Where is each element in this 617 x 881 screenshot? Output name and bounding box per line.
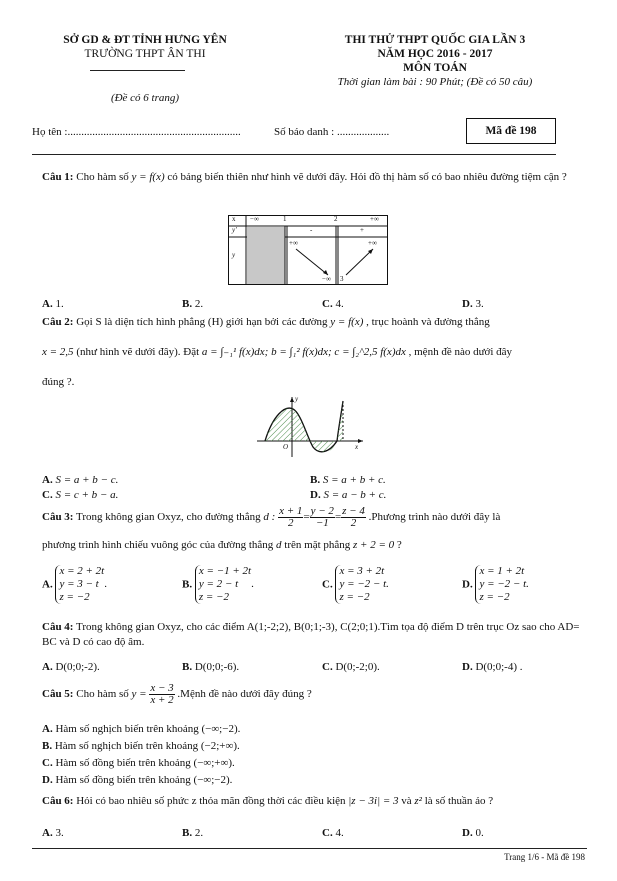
option-d[interactable]: D. Hàm số đồng biến trên khoảng (−∞;−2).: [42, 774, 233, 786]
question-text: Trong không gian Oxyz, cho các điểm A(1;-2;2), B(0;1;-3), C(2;0;1).Tìm tọa độ điểm D trên trục Oz sao cho AD= BC và D có cao độ âm.: [42, 621, 580, 648]
school-name: TRƯỜNG THPT ÂN THI: [84, 48, 206, 60]
info-divider: [32, 154, 556, 155]
option-b[interactable]: B. D(0;0;-6).: [182, 661, 240, 673]
axis-label-y: y: [295, 395, 299, 403]
math-expr: x = 2,5: [42, 346, 74, 358]
math-expr: z²: [414, 795, 422, 807]
fraction: $\frac{z - 4}{2}$: [342, 505, 365, 529]
option-a[interactable]: A. 3.: [42, 827, 64, 839]
math-expr: |z − 3i| = 3: [348, 795, 399, 807]
option-c[interactable]: C. S = c + b − a.: [42, 489, 119, 501]
question-label: Câu 5:: [42, 688, 74, 701]
question-text: Cho hàm số: [76, 171, 129, 183]
option-d[interactable]: D. x = 1 + 2t y = −2 − t. z = −2: [462, 565, 529, 603]
question-text: Trong không gian Oxyz, cho đường thẳng: [76, 511, 261, 524]
subject: MÔN TOÁN: [403, 62, 467, 74]
option-a[interactable]: A. 1.: [42, 298, 64, 310]
question-text: , trục hoành và đường thẳng: [366, 316, 490, 328]
table-cell: 1: [283, 215, 287, 223]
option-a[interactable]: A. D(0;0;-2).: [42, 661, 100, 673]
option-a[interactable]: A. Hàm số nghịch biến trên khoảng (−∞;−2).: [42, 723, 241, 735]
question-3: Câu 3: Trong không gian Oxyz, cho đường thẳng d : $\frac{x + 1}{2}$ = $\frac{y - 2}{-1}$ = $\frac{z - 4}{2}$ .Phương trình nào dưới đây là: [42, 505, 501, 529]
fraction: $\frac{x - 3}{x + 2}$: [150, 682, 174, 706]
table-cell: -: [310, 226, 313, 234]
option-d[interactable]: D. 3.: [462, 298, 484, 310]
question-text: có bảng biến thiên như hình vẽ dưới đây. Hỏi đồ thị hàm số có bao nhiêu đường tiệm cận ?: [167, 171, 567, 183]
question-text: .Phương trình nào dưới đây là: [368, 511, 501, 524]
question-text: là số thuần ảo ?: [424, 795, 494, 807]
school-department: SỞ GD & ĐT TỈNH HƯNG YÊN: [63, 34, 227, 46]
footer-divider: [32, 848, 587, 849]
page-footer: Trang 1/6 - Mã đề 198: [504, 852, 585, 862]
plane-equation: z + 2 = 0: [353, 539, 395, 551]
question-text: ?: [396, 539, 402, 551]
exam-duration: Thời gian làm bài : 90 Phút; (Đề có 50 câu): [337, 76, 533, 88]
question-label: Câu 4:: [42, 621, 74, 633]
question-text: (như hình vẽ dưới đây). Đặt: [76, 346, 200, 358]
question-text: .Mệnh đề nào dưới đây đúng ?: [177, 688, 312, 701]
option-c[interactable]: C. 4.: [322, 298, 344, 310]
table-cell: +∞: [289, 239, 298, 247]
origin-label: O: [283, 443, 289, 451]
question-4: [42, 620, 587, 650]
option-d[interactable]: D. D(0;0;-4) .: [462, 661, 523, 673]
question-2: [42, 315, 587, 330]
option-c[interactable]: C. D(0;-2;0).: [322, 661, 380, 673]
exam-title: THI THỬ THPT QUỐC GIA LẦN 3: [344, 34, 526, 46]
question-text: , mệnh đề nào dưới đây: [408, 346, 513, 358]
table-cell: +: [360, 226, 364, 234]
math-expr: y = f(x): [131, 171, 165, 183]
question-2-line3: [42, 375, 587, 390]
option-b[interactable]: B. 2.: [182, 827, 204, 839]
page-count-note: (Đề có 6 trang): [110, 92, 180, 104]
table-cell: +∞: [368, 239, 377, 247]
table-cell: −∞: [322, 275, 331, 283]
option-a[interactable]: A. S = a + b − c.: [42, 474, 119, 486]
integral-definitions: a = ∫₋₁¹ f(x)dx; b = ∫₁² f(x)dx; c = ∫₂^2,5 f(x)dx: [201, 346, 406, 358]
question-3-line2: [42, 538, 587, 553]
variation-table-grid: [228, 215, 388, 285]
table-cell: −∞: [250, 215, 259, 223]
area-graph-svg: [255, 395, 365, 460]
question-text: Gọi S là diện tích hình phẳng (H) giới hạn bởi các đường: [76, 316, 328, 328]
candidate-number-field: Số báo danh : ...................: [274, 126, 390, 138]
table-cell: 2: [334, 215, 338, 223]
question-label: Câu 6:: [42, 795, 74, 807]
question-6: [42, 794, 587, 809]
exam-code-box: Mã đề 198: [466, 118, 556, 144]
table-cell: y: [232, 251, 236, 259]
table-cell: +∞: [370, 215, 379, 223]
question-text: phương trình hình chiếu vuông góc của đường thẳng: [42, 539, 274, 551]
variation-table: [228, 215, 388, 285]
option-b[interactable]: B. Hàm số nghịch biến trên khoảng (−2;+∞).: [42, 740, 240, 752]
line-name: d :: [263, 511, 276, 524]
question-2-line2: [42, 345, 587, 360]
question-label: Câu 3:: [42, 511, 74, 524]
option-b[interactable]: B. x = −1 + 2t y = 2 − t z = −2 .: [182, 565, 254, 603]
question-label: Câu 2:: [42, 316, 74, 328]
name-field: Họ tên :...............................................................: [32, 126, 241, 138]
question-1: [42, 170, 587, 185]
table-cell: 3: [340, 275, 344, 283]
line-name: d: [276, 539, 282, 551]
option-d[interactable]: D. 0.: [462, 827, 484, 839]
question-5: [42, 683, 587, 706]
axis-label-x: x: [355, 443, 359, 451]
header-divider: [90, 70, 185, 71]
area-graph: [255, 395, 365, 460]
option-d[interactable]: D. S = a − b + c.: [310, 489, 387, 501]
option-c[interactable]: C. 4.: [322, 827, 344, 839]
school-year: NĂM HỌC 2016 - 2017: [377, 48, 493, 60]
math-expr: y =: [131, 688, 147, 701]
option-a[interactable]: A. x = 2 + 2t y = 3 − t z = −2 .: [42, 565, 107, 603]
question-text: và: [401, 795, 412, 807]
option-b[interactable]: B. 2.: [182, 298, 204, 310]
option-c[interactable]: C. x = 3 + 2t y = −2 − t. z = −2: [322, 565, 389, 603]
question-text: đúng ?.: [42, 376, 75, 388]
question-text: Cho hàm số: [76, 688, 129, 701]
fraction: $\frac{y - 2}{-1}$: [310, 505, 334, 529]
option-b[interactable]: B. S = a + b + c.: [310, 474, 386, 486]
question-text: Hỏi có bao nhiêu số phức z thỏa mãn đồng thời các điều kiện: [76, 795, 346, 807]
fraction: $\frac{x + 1}{2}$: [279, 505, 303, 529]
math-expr: y = f(x): [330, 316, 364, 328]
option-c[interactable]: C. Hàm số đồng biến trên khoảng (−∞;+∞).: [42, 757, 235, 769]
question-label: Câu 1:: [42, 171, 74, 183]
table-cell: x: [232, 215, 236, 223]
table-cell: y': [232, 226, 237, 234]
question-text: trên mặt phẳng: [284, 539, 351, 551]
